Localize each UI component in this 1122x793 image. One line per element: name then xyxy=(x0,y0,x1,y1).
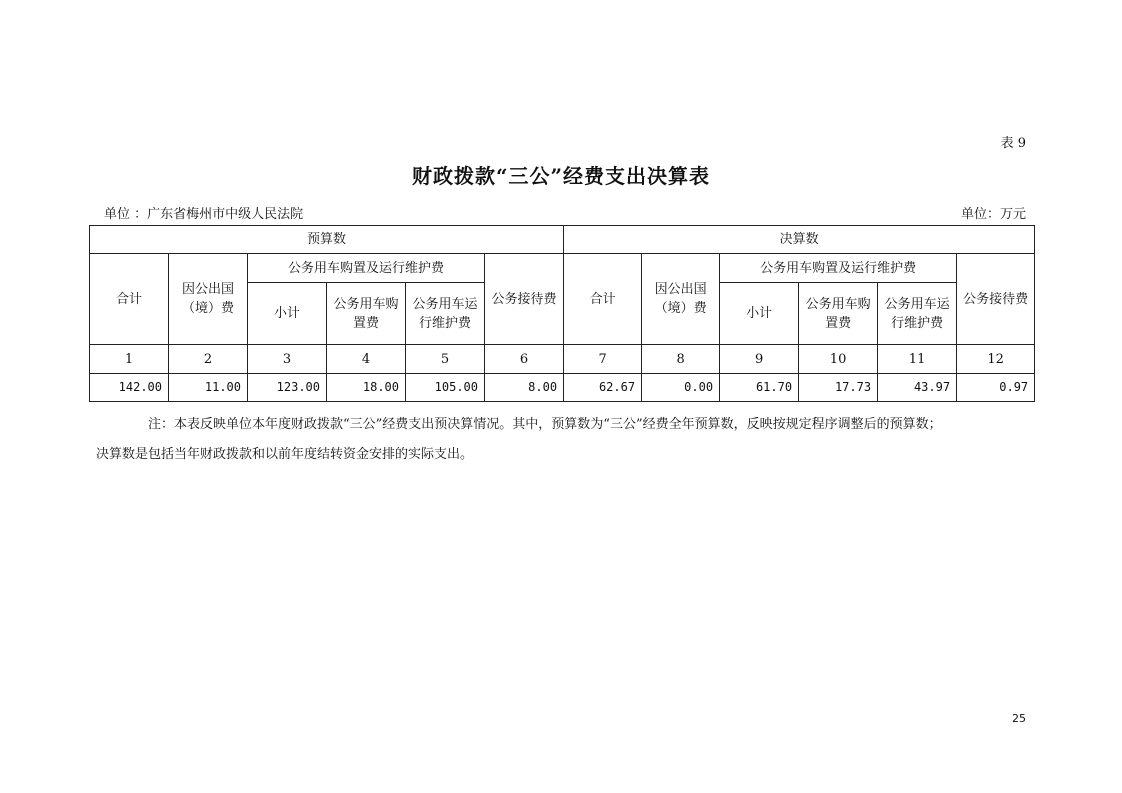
value-cell: 18.00 xyxy=(327,374,406,402)
budget-subtotal-header: 小计 xyxy=(248,283,327,345)
column-number: 8 xyxy=(642,345,720,374)
budget-vehicle-group-header: 公务用车购置及运行维护费 xyxy=(248,254,485,283)
column-number: 2 xyxy=(169,345,248,374)
column-number: 7 xyxy=(564,345,642,374)
value-cell: 0.00 xyxy=(642,374,720,402)
document-title: 财政拨款“三公”经费支出决算表 xyxy=(411,164,710,188)
value-cell: 61.70 xyxy=(720,374,799,402)
final-vehicle-purchase-header: 公务用车购置费 xyxy=(799,283,878,345)
value-cell: 43.97 xyxy=(878,374,957,402)
value-cell: 8.00 xyxy=(485,374,564,402)
final-vehicle-group-header: 公务用车购置及运行维护费 xyxy=(720,254,957,283)
budget-abroad-header: 因公出国（境）费 xyxy=(169,254,248,345)
value-cell: 105.00 xyxy=(406,374,485,402)
final-reception-header: 公务接待费 xyxy=(957,254,1035,345)
column-number: 4 xyxy=(327,345,406,374)
expenditure-table xyxy=(89,225,1035,402)
page-number: 25 xyxy=(1012,712,1026,725)
value-cell: 11.00 xyxy=(169,374,248,402)
final-vehicle-operation-header: 公务用车运行维护费 xyxy=(878,283,957,345)
note-line-1-text: 注：本表反映单位本年度财政拨款“三公”经费支出预决算情况。其中，预算数为“三公”经费全年预算数，反映按规定程序调整后的预算数； xyxy=(148,417,942,432)
table-number: 表 9 xyxy=(1000,136,1026,151)
final-abroad-header: 因公出国（境）费 xyxy=(642,254,720,345)
column-number: 11 xyxy=(878,345,957,374)
unit-currency: 单位：万元 xyxy=(960,207,1026,222)
column-number: 6 xyxy=(485,345,564,374)
note-line-2: 决算数是包括当年财政拨款和以前年度结转资金安排的实际支出。 xyxy=(96,447,474,462)
column-number: 3 xyxy=(248,345,327,374)
column-number: 12 xyxy=(957,345,1035,374)
column-number: 9 xyxy=(720,345,799,374)
value-cell: 62.67 xyxy=(564,374,642,402)
column-number: 5 xyxy=(406,345,485,374)
budget-header: 预算数 xyxy=(90,226,564,254)
value-cell: 17.73 xyxy=(799,374,878,402)
table-note xyxy=(96,410,1036,470)
column-number: 10 xyxy=(799,345,878,374)
budget-total-header: 合计 xyxy=(90,254,169,345)
value-cell: 0.97 xyxy=(957,374,1035,402)
budget-vehicle-operation-header: 公务用车运行维护费 xyxy=(406,283,485,345)
final-total-header: 合计 xyxy=(564,254,642,345)
unit-organization: 单位 ：广东省梅州市中级人民法院 xyxy=(104,207,304,222)
value-cell: 123.00 xyxy=(248,374,327,402)
budget-vehicle-purchase-header: 公务用车购置费 xyxy=(327,283,406,345)
column-number: 1 xyxy=(90,345,169,374)
final-header: 决算数 xyxy=(564,226,1035,254)
budget-reception-header: 公务接待费 xyxy=(485,254,564,345)
note-line-1 xyxy=(96,410,1036,440)
value-cell: 142.00 xyxy=(90,374,169,402)
final-subtotal-header: 小计 xyxy=(720,283,799,345)
